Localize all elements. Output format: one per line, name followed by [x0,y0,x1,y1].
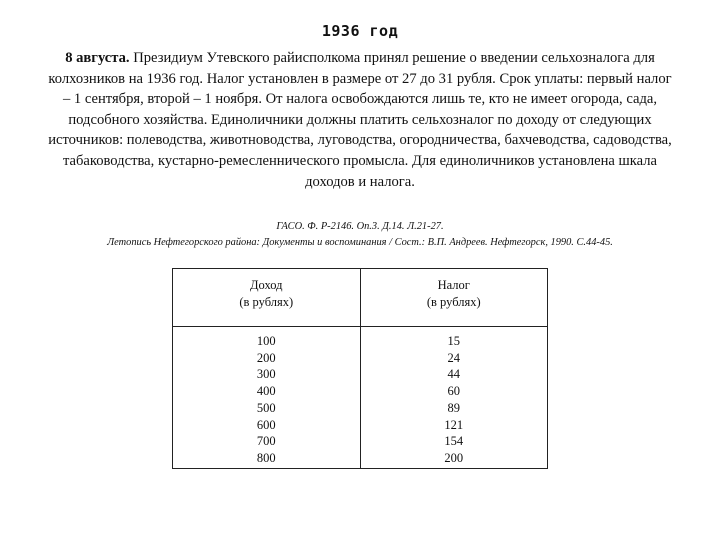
tax-value: 121 [444,417,464,432]
income-value: 500 [256,400,276,415]
income-value: 600 [256,417,276,432]
tax-value: 154 [444,434,464,449]
tax-values-cell [360,327,548,469]
book-reference: Летопись Нефтегорского района: Документы и воспоминания / Сост.: В.П. Андреев. Нефтегорск, 1990. С.44-45. [107,236,613,248]
income-tax-table [172,268,548,469]
tax-value: 15 [447,334,460,348]
income-value: 200 [256,350,276,365]
tax-value: 200 [444,450,464,465]
paragraph-date: 8 августа. [65,50,130,66]
tax-value: 44 [447,367,460,382]
income-header-title: Доход [250,278,283,292]
tax-value: 60 [447,384,460,399]
tax-header-unit: (в рублях) [426,295,481,309]
income-value: 400 [256,384,276,399]
paragraph-text: Президиум Утевского райисполкома принял решение о введении сельхозналога для колхозников на 1936 год. Налог установлен в размере от 27 до 31 рубля. Срок уплаты: первый налог – 1 сентября, второй – 1 ноября. От налога освобождаются лишь те, кто не имеет огорода, сада, подсобного хозяйства. Единоличники должны платить сельхозналог по доходу от следующих источников: полеводства, животноводства, луговодства, огородничества, бахчеводства, садоводства, табаководства, кустарно-ремесленнического промысла. Для единоличников установлена шкала доходов и налога. [48,50,672,190]
page-title: 1936 год [321,22,399,40]
income-value: 800 [256,450,276,465]
source-citation [40,219,680,250]
income-value: 700 [256,434,276,449]
archive-reference: ГАСО. Ф. Р-2146. Оп.3. Д.14. Л.21-27. [276,221,444,232]
income-header [173,269,361,327]
table-row [173,327,548,469]
income-value: 300 [256,367,276,382]
income-value: 100 [256,334,276,348]
tax-header [360,269,548,327]
tax-value: 89 [447,400,460,415]
main-paragraph [48,48,672,192]
table-header-row [173,269,548,327]
tax-header-title: Налог [437,278,470,292]
income-values-cell [173,327,361,469]
tax-value: 24 [447,350,460,365]
income-header-unit: (в рублях) [239,295,294,309]
